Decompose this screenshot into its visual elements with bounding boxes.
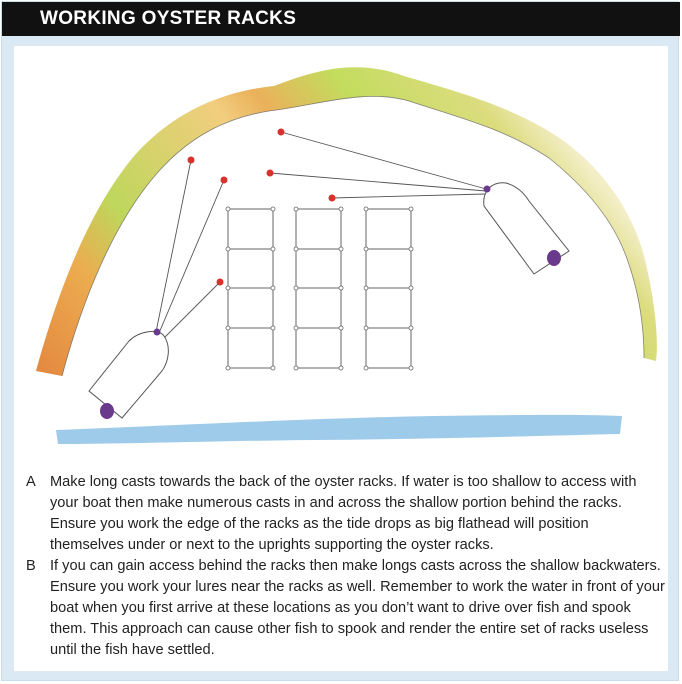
rack-post (271, 207, 275, 211)
rack-post (226, 247, 230, 251)
shoreline-band (36, 67, 657, 376)
oyster-racks-diagram (14, 46, 668, 466)
rack-post (364, 366, 368, 370)
rack-post (294, 326, 298, 330)
lure-markers (188, 129, 336, 286)
rack-post (364, 286, 368, 290)
rack-post (339, 326, 343, 330)
rack-post (409, 326, 413, 330)
rack-post (271, 326, 275, 330)
rack-post (294, 247, 298, 251)
oyster-rack-right (366, 209, 411, 368)
rack-post (409, 366, 413, 370)
rack-post (226, 326, 230, 330)
notes-list (26, 472, 666, 661)
cast-lines (156, 132, 486, 338)
note-letter: A (26, 474, 36, 490)
figure-frame (1, 1, 679, 681)
rack-post (409, 247, 413, 251)
rack-post (294, 286, 298, 290)
rack-post (226, 286, 230, 290)
water-strip (56, 415, 622, 444)
note-text: Make long casts towards the back of the oyster racks. If water is too shallow to access with your boat then make numerous casts in and across the shallow portion behind the racks. Ensure you work the edge of the racks as the tide drops as big flathead will position themselves under or next to the uprights supporting the oyster racks. (50, 474, 637, 553)
oyster-rack-middle (296, 209, 341, 368)
rack-post (339, 207, 343, 211)
rack-post (339, 366, 343, 370)
rack-post (409, 207, 413, 211)
rack-post (364, 207, 368, 211)
rack-post (226, 207, 230, 211)
rack-post (339, 286, 343, 290)
rack-post (271, 366, 275, 370)
oyster-rack-left (228, 209, 273, 368)
figure-panel (14, 46, 668, 671)
figure-title: WORKING OYSTER RACKS (2, 2, 680, 36)
rack-post (364, 326, 368, 330)
note-item-a (26, 472, 666, 556)
rack-post (339, 247, 343, 251)
rack-post (364, 247, 368, 251)
boat-bottom-left (89, 329, 168, 420)
note-text: If you can gain access behind the racks then make longs casts across the shallow backwaters. Ensure you work your lures near the racks as well. Remember to work the water in front of your boat when you first arrive at these locations as you don’t want to drive over fish and spook them. This approach can cause other fish to spook and render the entire set of racks useless until the fish have settled. (50, 558, 665, 658)
rack-post (409, 286, 413, 290)
rack-post (294, 366, 298, 370)
rack-post (294, 207, 298, 211)
boat-top-right (484, 183, 570, 274)
note-letter: B (26, 558, 36, 574)
rack-post (271, 247, 275, 251)
rack-post (226, 366, 230, 370)
note-item-b (26, 556, 666, 661)
rack-post (271, 286, 275, 290)
